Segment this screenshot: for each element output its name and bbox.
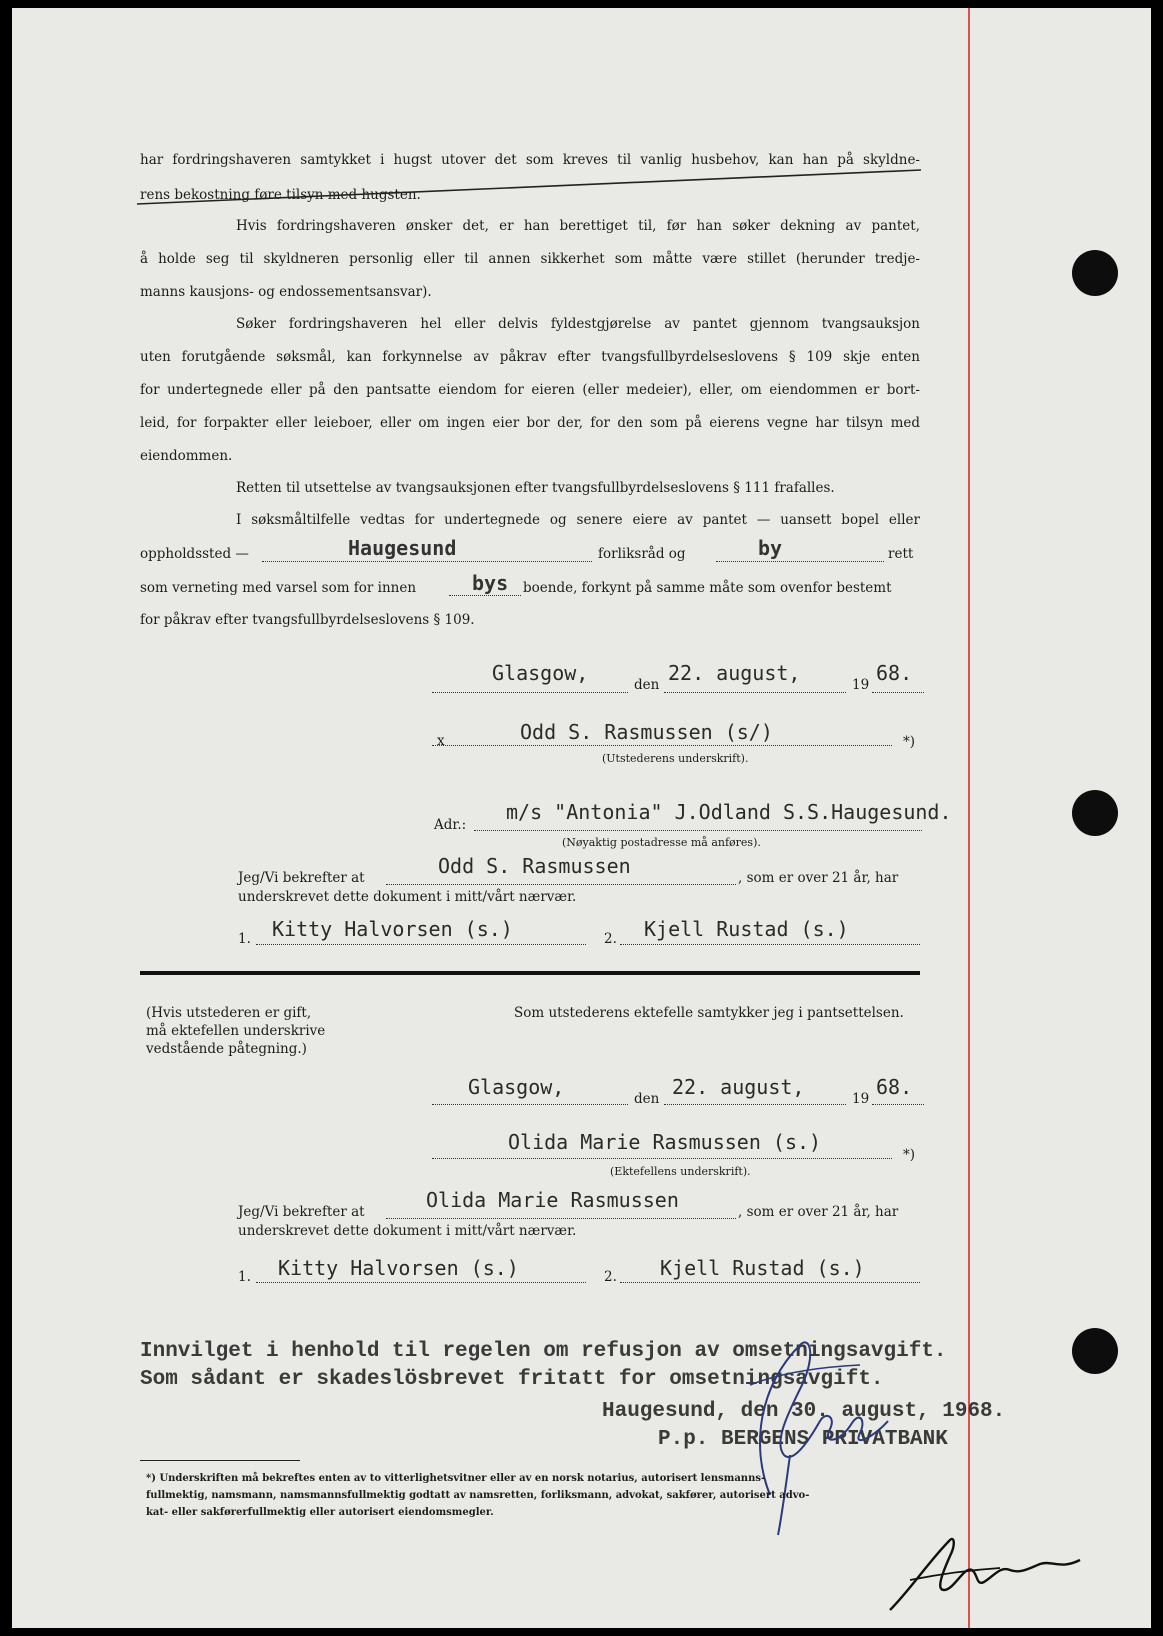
witness1-number: 1.	[238, 931, 251, 947]
spouse-note-line3: vedstående påtegning.)	[146, 1041, 307, 1057]
stamp-line2: Som sådant er skadeslösbrevet fritatt for omsetningsavgift.	[140, 1368, 884, 1391]
para2-line1: Hvis fordringshaveren ønsker det, er han berettiget til, før han søker dekning av pantet,	[236, 218, 920, 234]
footnote-line2: fullmektig, namsmann, namsmannsfullmektig godtatt av namsretten, forliksmann, advokat, sakfører, autorisert advo-	[146, 1490, 810, 1501]
spouse-witness2-number: 2.	[604, 1269, 617, 1285]
issuer-date: 22. august,	[668, 661, 801, 685]
address-label: Adr.:	[434, 817, 467, 833]
issuer-signature-caption: (Utstederens underskrift).	[602, 752, 749, 765]
witness-name: Odd S. Rasmussen	[438, 854, 631, 878]
para3-line3: for undertegnede eller på den pantsatte eiendom for eieren (eller medeier), eller, om eiendommen er bort-	[140, 382, 920, 398]
spouse-witness-line2: underskrevet dette dokument i mitt/vårt nærvær.	[238, 1223, 577, 1239]
stamp-line1: Innvilget i henhold til regelen om refusjon av omsetningsavgift.	[140, 1340, 947, 1363]
venue-city: Haugesund	[348, 536, 457, 560]
witness2-line	[620, 944, 920, 945]
para3-line1: Søker fordringshaveren hel eller delvis fyldestgjørelse av pantet gjennom tvangsauksjon	[236, 316, 920, 332]
bys-line	[449, 595, 521, 596]
para2-line2: å holde seg til skyldneren personlig eller til annen sikkerhet som måtte være stillet (herunder tredje-	[140, 251, 920, 267]
para3-line4: leid, for forpakter eller leieboer, eller om ingen eier bor der, for den som på eierens vegne har tilsyn med	[140, 415, 920, 431]
strike-through-line	[135, 168, 925, 208]
rett-label: rett	[888, 546, 914, 562]
issuer-signature: Odd S. Rasmussen (s/)	[520, 720, 773, 744]
para1-line2: rens bekostning føre tilsyn med hugsten.	[140, 187, 421, 203]
stamp-line4: P.p. BERGENS PRIVATBANK	[658, 1428, 948, 1451]
spouse-date: 22. august,	[672, 1075, 805, 1099]
spouse-signature-line	[432, 1158, 892, 1159]
para5-line1: I søksmåltilfelle vedtas for undertegnede og senere eiere av pantet — uansett bopel eller	[236, 512, 920, 528]
registrar-handwritten-signature	[880, 1530, 1090, 1620]
para5-line3-end: boende, forkynt på samme måte som ovenfor bestemt	[523, 580, 892, 596]
margin-rule	[968, 8, 970, 1628]
address-line	[474, 830, 922, 831]
stamp-line3: Haugesund, den 30. august, 1968.	[602, 1400, 1006, 1423]
spouse-witness-name: Olida Marie Rasmussen	[426, 1188, 679, 1212]
para5-line4: for påkrav efter tvangsfullbyrdelseslovens § 109.	[140, 612, 475, 628]
address-caption: (Nøyaktig postadresse må anføres).	[562, 836, 761, 849]
spouse-witness-intro: Jeg/Vi bekrefter at	[238, 1204, 365, 1220]
spouse-note-line2: må ektefellen underskrive	[146, 1023, 326, 1039]
witness2-name: Kjell Rustad (s.)	[644, 917, 849, 941]
witness1-name: Kitty Halvorsen (s.)	[272, 917, 513, 941]
address-value: m/s "Antonia" J.Odland S.S.Haugesund.	[506, 800, 952, 824]
issuer-place: Glasgow,	[492, 661, 589, 685]
spouse-witness-outro: , som er over 21 år, har	[738, 1204, 899, 1220]
footnote-rule	[140, 1460, 300, 1461]
spouse-year: 68.	[876, 1075, 913, 1099]
section-divider	[140, 971, 920, 975]
issuer-signature-line	[432, 745, 892, 746]
punch-hole	[1072, 1328, 1118, 1374]
spouse-witness2-name: Kjell Rustad (s.)	[660, 1256, 865, 1280]
para3-line2: uten forutgående søksmål, kan forkynnelse av påkrav efter tvangsfullbyrdelseslovens § 109 skje enten	[140, 349, 920, 365]
witness1-line	[256, 944, 586, 945]
witness-name-line	[386, 884, 736, 885]
spouse-year-line	[872, 1104, 924, 1105]
venue-city-line	[262, 561, 592, 562]
date-line	[664, 692, 846, 693]
den-label: den	[634, 677, 660, 693]
witness-line2: underskrevet dette dokument i mitt/vårt nærvær.	[238, 889, 577, 905]
spouse-place: Glasgow,	[468, 1075, 565, 1099]
spouse-place-line	[432, 1104, 628, 1105]
issuer-year: 68.	[876, 661, 913, 685]
punch-hole	[1072, 790, 1118, 836]
place-line	[432, 692, 628, 693]
spouse-witness1-name: Kitty Halvorsen (s.)	[278, 1256, 519, 1280]
para5-line3-start: som verneting med varsel som for innen	[140, 580, 417, 596]
year-line	[872, 692, 924, 693]
spouse-date-line	[664, 1104, 846, 1105]
footnote-marker: *)	[903, 734, 916, 750]
footnote-line1: *) Underskriften må bekreftes enten av to vitterlighetsvitner eller av en norsk notarius, autorisert lensmanns-	[146, 1473, 766, 1484]
spouse-signature: Olida Marie Rasmussen (s.)	[508, 1130, 822, 1154]
bys-fill: bys	[472, 571, 509, 595]
witness2-number: 2.	[604, 931, 617, 947]
spouse-note-line1: (Hvis utstederen er gift,	[146, 1005, 312, 1021]
para3-line5: eiendommen.	[140, 448, 233, 464]
para2-line3: manns kausjons- og endossementsansvar).	[140, 284, 432, 300]
venue-court: by	[758, 536, 783, 560]
bank-handwritten-signature	[690, 1325, 910, 1545]
forliksrad-label: forliksråd og	[598, 546, 686, 562]
signature-x-mark: x	[437, 733, 445, 749]
year-prefix: 19	[852, 677, 870, 693]
spouse-den-label: den	[634, 1091, 660, 1107]
witness-outro: , som er over 21 år, har	[738, 870, 899, 886]
footnote-line3: kat- eller sakførerfullmektig eller autorisert eiendomsmegler.	[146, 1507, 494, 1518]
spouse-consent: Som utstederens ektefelle samtykker jeg i pantsettelsen.	[514, 1005, 904, 1021]
spouse-witness1-line	[256, 1282, 586, 1283]
spouse-signature-caption: (Ektefellens underskrift).	[610, 1165, 751, 1178]
punch-hole	[1072, 250, 1118, 296]
venue-court-line	[716, 561, 884, 562]
witness-intro: Jeg/Vi bekrefter at	[238, 870, 365, 886]
para1-line1: har fordringshaveren samtykket i hugst utover det som kreves til vanlig husbehov, kan han på skyldne-	[140, 152, 920, 168]
oppholdssted-label: oppholdssted —	[140, 546, 249, 562]
spouse-witness1-number: 1.	[238, 1269, 251, 1285]
spouse-witness2-line	[620, 1282, 920, 1283]
para4-line1: Retten til utsettelse av tvangsauksjonen efter tvangsfullbyrdelseslovens § 111 frafalles.	[236, 480, 835, 496]
spouse-year-prefix: 19	[852, 1091, 870, 1107]
spouse-witness-name-line	[386, 1218, 736, 1219]
spouse-footnote-marker: *)	[903, 1147, 916, 1163]
